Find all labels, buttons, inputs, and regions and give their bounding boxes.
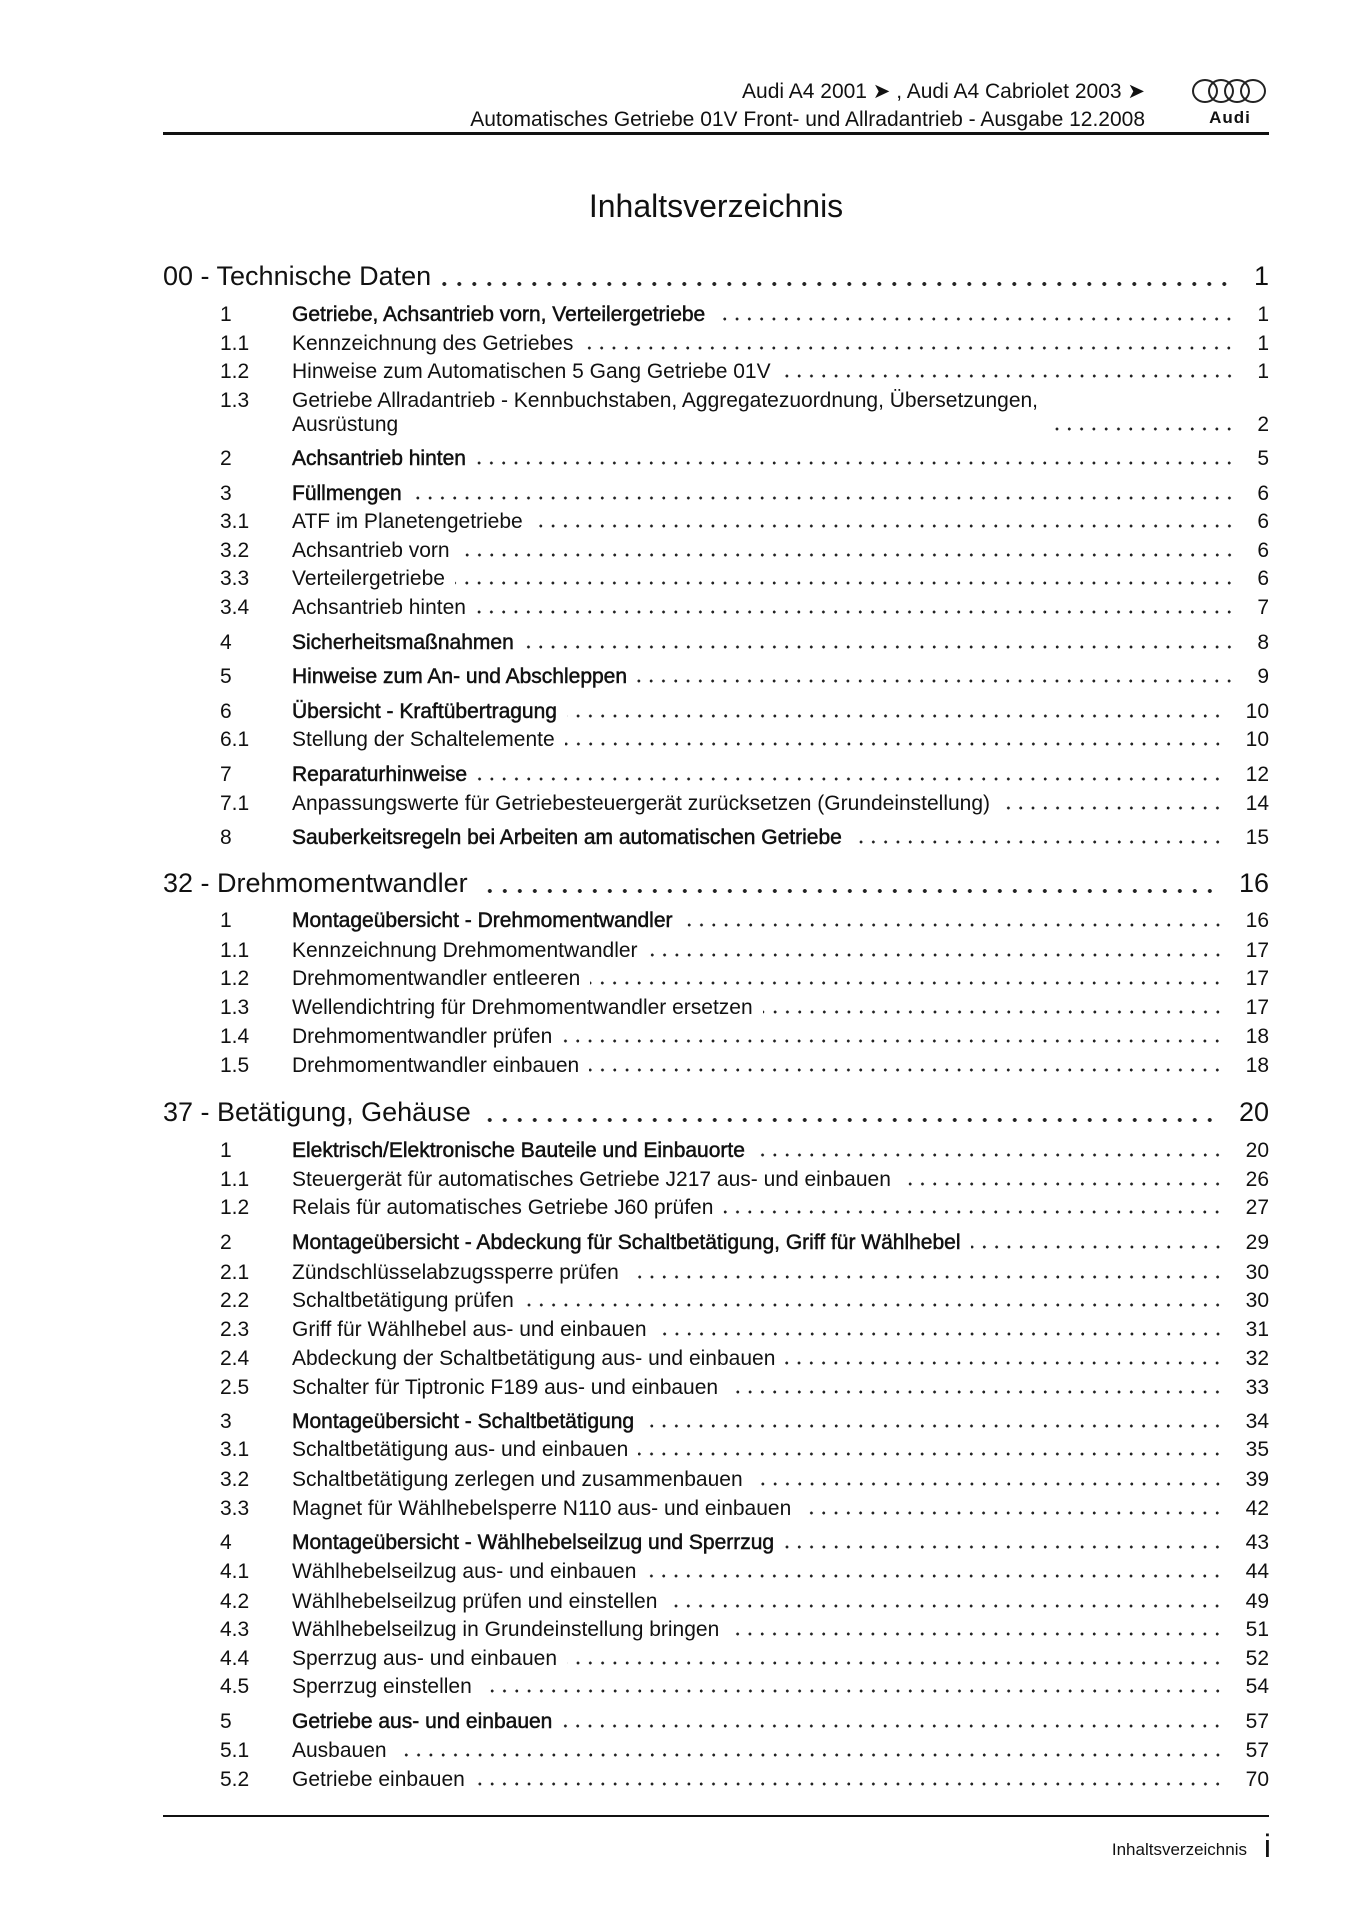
toc-page-number: 6 [1257, 482, 1269, 505]
toc-entry-title: Drehmomentwandler entleeren [292, 967, 581, 990]
toc-entry-number: 6.1 [220, 728, 250, 751]
header-vehicle-models: Audi A4 2001 ➤ , Audi A4 Cabriolet 2003 ➤ [742, 80, 1145, 103]
dot-leader [589, 1067, 1223, 1073]
toc-entry-title: Getriebe einbauen [292, 1768, 465, 1791]
toc-entry[interactable] [163, 826, 1269, 850]
toc-page-number: 6 [1257, 510, 1269, 533]
toc-entry-number: 3.4 [220, 596, 250, 619]
dot-leader [637, 678, 1235, 684]
toc-entry[interactable] [163, 567, 1269, 591]
dot-leader [562, 1038, 1223, 1044]
toc-entry-number: 4 [220, 631, 232, 654]
toc-page-number: 52 [1245, 1647, 1269, 1670]
toc-entry[interactable] [163, 332, 1269, 356]
toc-entry[interactable] [163, 1318, 1269, 1342]
dot-leader [583, 345, 1235, 351]
toc-page-number: 9 [1257, 665, 1269, 688]
toc-entry[interactable] [163, 996, 1269, 1020]
toc-entry-title: Wählhebelseilzug in Grundeinstellung bringen [292, 1618, 720, 1641]
dot-leader [482, 1688, 1224, 1694]
toc-entry-title: Drehmomentwandler einbauen [292, 1054, 580, 1077]
toc-entry[interactable] [163, 1289, 1269, 1313]
dot-leader [715, 316, 1235, 322]
toc-entry-title: Reparaturhinweise [292, 763, 468, 786]
dot-leader [971, 1244, 1224, 1250]
toc-entry[interactable] [163, 389, 1269, 437]
toc-entry-number: 2.4 [220, 1347, 250, 1370]
toc-page-number: 12 [1245, 763, 1269, 786]
toc-entry-title: 00 - Technische Daten [163, 261, 432, 291]
toc-page-number: 44 [1245, 1560, 1269, 1583]
toc-entry[interactable] [163, 482, 1269, 506]
dot-leader [784, 1544, 1224, 1550]
toc-entry-number: 2.5 [220, 1376, 250, 1399]
dot-leader [533, 523, 1236, 529]
dot-leader [397, 1752, 1224, 1758]
toc-entry[interactable] [163, 1376, 1269, 1400]
toc-entry[interactable] [163, 792, 1269, 816]
toc-entry-title: Abdeckung der Schaltbetätigung aus- und einbauen [292, 1347, 776, 1370]
toc-entry-number: 2.1 [220, 1261, 250, 1284]
toc-entry[interactable] [163, 1438, 1269, 1462]
toc-entry[interactable] [163, 539, 1269, 563]
toc-entry-title: ATF im Planetengetriebe [292, 510, 523, 533]
toc-entry-number: 3 [220, 1410, 232, 1433]
toc-page-number: 16 [1238, 868, 1269, 898]
toc-entry-number: 5 [220, 665, 232, 688]
footer-page-number: i [1263, 1828, 1271, 1864]
toc-entry-number: 1.1 [220, 939, 250, 962]
toc-entry-number: 2.3 [220, 1318, 250, 1341]
toc-page-number: 20 [1238, 1097, 1269, 1127]
toc-entry-title: 32 - Drehmomentwandler [163, 868, 468, 898]
audi-logo [1192, 79, 1268, 128]
dot-leader [481, 1117, 1217, 1123]
dot-leader [567, 1660, 1224, 1666]
toc-entry-title: Sperrzug einstellen [292, 1675, 472, 1698]
toc-page-number: 16 [1245, 909, 1269, 932]
toc-page-number: 1 [1257, 332, 1269, 355]
page-title: Inhaltsverzeichnis [588, 188, 844, 224]
dot-leader [785, 1360, 1223, 1366]
dot-leader [901, 1181, 1224, 1187]
toc-page-number: 20 [1245, 1139, 1269, 1162]
toc-page-number: 10 [1245, 728, 1269, 751]
toc-entry[interactable] [163, 1025, 1269, 1049]
dot-leader [629, 1274, 1224, 1280]
toc-entry[interactable] [163, 1739, 1269, 1763]
toc-entry[interactable] [163, 1768, 1269, 1792]
toc-entry-title: Schalter für Tiptronic F189 aus- und einbauen [292, 1376, 719, 1399]
dot-leader [852, 839, 1224, 845]
dot-leader [646, 1573, 1223, 1579]
toc-entry-number: 1.4 [220, 1025, 250, 1048]
toc-entry-title: Wellendichtring für Drehmomentwandler ersetzen [292, 996, 753, 1019]
toc-entry-title: Steuergerät für automatisches Getriebe J217 aus- und einbauen [292, 1168, 891, 1191]
toc-entry-number: 3.3 [220, 567, 250, 590]
toc-entry-title: Getriebe Allradantrieb - Kennbuchstaben, Aggregatezuordnung, Übersetzungen, [292, 389, 1039, 412]
toc-entry[interactable] [163, 1710, 1269, 1734]
toc-entry[interactable] [163, 1647, 1269, 1671]
toc-page-number: 34 [1245, 1410, 1269, 1433]
toc-page-number: 7 [1257, 596, 1269, 619]
toc-entry-number: 5.2 [220, 1768, 250, 1791]
dot-leader [1048, 426, 1235, 432]
toc-page-number: 42 [1245, 1497, 1269, 1520]
dot-leader [644, 1423, 1224, 1429]
dot-leader [524, 644, 1236, 650]
toc-page-number: 26 [1245, 1168, 1269, 1191]
toc-page-number: 70 [1245, 1768, 1269, 1791]
toc-page-number: 18 [1245, 1025, 1269, 1048]
toc-chapter[interactable] [163, 261, 1269, 292]
toc-entry[interactable] [163, 1347, 1269, 1371]
header-rule [163, 132, 1269, 135]
toc-entry-title: Relais für automatisches Getriebe J60 prüfen [292, 1196, 714, 1219]
toc-entry-title: Verteilergetriebe [292, 567, 445, 590]
dot-leader [412, 495, 1236, 501]
toc-entry-number: 1.2 [220, 360, 250, 383]
toc-entry-title: Montageübersicht - Drehmomentwandler [292, 909, 673, 932]
toc-entry[interactable] [163, 909, 1269, 933]
toc-page-number: 10 [1245, 700, 1269, 723]
toc-entry-number: 3.3 [220, 1497, 250, 1520]
dot-leader [562, 1723, 1223, 1729]
toc-page-number: 43 [1245, 1531, 1269, 1554]
toc-chapter[interactable] [163, 1097, 1269, 1128]
toc-entry-title: Getriebe aus- und einbauen [292, 1710, 553, 1733]
toc-entry-title-continued: Ausrüstung [292, 413, 399, 436]
toc-entry-number: 4.4 [220, 1647, 250, 1670]
dot-leader [524, 1302, 1224, 1308]
toc-entry-number: 4.2 [220, 1590, 250, 1613]
toc-entry-number: 2.2 [220, 1289, 250, 1312]
toc-page-number: 5 [1257, 447, 1269, 470]
toc-entry-number: 3.2 [220, 539, 250, 562]
dot-leader [729, 1631, 1223, 1637]
footer-rule [163, 1815, 1269, 1817]
toc-page-number: 51 [1245, 1618, 1269, 1641]
dot-leader [683, 922, 1224, 928]
toc-page-number: 17 [1245, 996, 1269, 1019]
toc-entry-title: 37 - Betätigung, Gehäuse [163, 1097, 471, 1127]
toc-entry-number: 1.3 [220, 996, 250, 1019]
toc-entry[interactable] [163, 1675, 1269, 1699]
toc-entry[interactable] [163, 1168, 1269, 1192]
dot-leader [475, 1781, 1224, 1787]
toc-entry-title: Kennzeichnung Drehmomentwandler [292, 939, 638, 962]
toc-entry[interactable] [163, 939, 1269, 963]
toc-entry[interactable] [163, 1531, 1269, 1555]
toc-entry-title: Montageübersicht - Abdeckung für Schaltbetätigung, Griff für Wählhebel [292, 1231, 961, 1254]
toc-entry-number: 4.3 [220, 1618, 250, 1641]
toc-entry[interactable] [163, 1410, 1269, 1434]
toc-entry[interactable] [163, 1054, 1269, 1078]
toc-entry[interactable] [163, 1618, 1269, 1642]
toc-page-number: 1 [1257, 303, 1269, 326]
toc-entry[interactable] [163, 1560, 1269, 1584]
dot-leader [565, 741, 1224, 747]
toc-entry-number: 1.2 [220, 1196, 250, 1219]
toc-entry-number: 3.1 [220, 1438, 250, 1461]
toc-entry[interactable] [163, 763, 1269, 787]
toc-entry[interactable] [163, 700, 1269, 724]
toc-page-number: 1 [1253, 261, 1269, 291]
toc-entry[interactable] [163, 447, 1269, 471]
toc-entry-title: Achsantrieb vorn [292, 539, 450, 562]
toc-page-number: 30 [1245, 1261, 1269, 1284]
toc-entry-title: Schaltbetätigung zerlegen und zusammenbauen [292, 1468, 743, 1491]
toc-entry-title: Getriebe, Achsantrieb vorn, Verteilergetriebe [292, 303, 706, 326]
dot-leader [460, 552, 1236, 558]
toc-entry[interactable] [163, 1139, 1269, 1163]
toc-entry-number: 4 [220, 1531, 232, 1554]
toc-entry-number: 1.1 [220, 332, 250, 355]
toc-entry-title: Wählhebelseilzug prüfen und einstellen [292, 1590, 658, 1613]
toc-entry-number: 1.2 [220, 967, 250, 990]
dot-leader [477, 776, 1224, 782]
toc-entry-title: Kennzeichnung des Getriebes [292, 332, 574, 355]
toc-entry-title: Hinweise zum Automatischen 5 Gang Getriebe 01V [292, 360, 771, 383]
toc-entry[interactable] [163, 665, 1269, 689]
toc-entry-number: 4.5 [220, 1675, 250, 1698]
dot-leader [441, 281, 1232, 287]
dot-leader [1000, 805, 1224, 811]
toc-entry-title: Ausbauen [292, 1739, 387, 1762]
toc-entry-number: 8 [220, 826, 232, 849]
toc-page-number: 35 [1245, 1438, 1269, 1461]
toc-entry-title: Sicherheitsmaßnahmen [292, 631, 514, 654]
toc-page-number: 18 [1245, 1054, 1269, 1077]
toc-page-number: 29 [1245, 1231, 1269, 1254]
toc-entry-title: Achsantrieb hinten [292, 596, 466, 619]
header-manual-title: Automatisches Getriebe 01V Front- und Allradantrieb - Ausgabe 12.2008 [470, 108, 1145, 131]
toc-entry-number: 3.2 [220, 1468, 250, 1491]
dot-leader [755, 1152, 1224, 1158]
toc-entry-number: 4.1 [220, 1560, 250, 1583]
toc-page-number: 30 [1245, 1289, 1269, 1312]
toc-page-number: 57 [1245, 1739, 1269, 1762]
dot-leader [567, 713, 1224, 719]
toc-entry-number: 3 [220, 482, 232, 505]
toc-entry-number: 1 [220, 1139, 232, 1162]
dot-leader [476, 460, 1235, 466]
toc-entry-title: Hinweise zum An- und Abschleppen [292, 665, 628, 688]
toc-entry[interactable] [163, 1497, 1269, 1521]
toc-entry-number: 2 [220, 447, 232, 470]
toc-entry-number: 3.1 [220, 510, 250, 533]
toc-entry[interactable] [163, 510, 1269, 534]
toc-entry-title: Elektrisch/Elektronische Bauteile und Einbauorte [292, 1139, 745, 1162]
toc-page-number: 6 [1257, 567, 1269, 590]
dot-leader [648, 952, 1224, 958]
toc-entry[interactable] [163, 1261, 1269, 1285]
toc-entry[interactable] [163, 1590, 1269, 1614]
audi-logo-text: Audi [1209, 108, 1251, 127]
dot-leader [638, 1451, 1223, 1457]
toc-entry-number: 1.5 [220, 1054, 250, 1077]
toc-entry-number: 5 [220, 1710, 232, 1733]
toc-entry-title: Schaltbetätigung aus- und einbauen [292, 1438, 629, 1461]
dot-leader [455, 580, 1235, 586]
toc-page-number: 33 [1245, 1376, 1269, 1399]
dot-leader [723, 1209, 1223, 1215]
dot-leader [590, 980, 1223, 986]
toc-entry[interactable] [163, 967, 1269, 991]
dot-leader [781, 373, 1236, 379]
toc-entry-title: Magnet für Wählhebelsperre N110 aus- und einbauen [292, 1497, 792, 1520]
toc-entry-number: 1 [220, 909, 232, 932]
toc-page-number: 1 [1257, 360, 1269, 383]
toc-page-number: 32 [1245, 1347, 1269, 1370]
dot-leader [801, 1510, 1223, 1516]
toc-entry[interactable] [163, 596, 1269, 620]
dot-leader [753, 1481, 1224, 1487]
dot-leader [667, 1603, 1223, 1609]
toc-page-number: 39 [1245, 1468, 1269, 1491]
toc-entry[interactable] [163, 1468, 1269, 1492]
toc-page-number: 8 [1257, 631, 1269, 654]
toc-entry[interactable] [163, 631, 1269, 655]
toc-entry[interactable] [163, 303, 1269, 327]
dot-leader [478, 888, 1217, 894]
toc-page-number: 49 [1245, 1590, 1269, 1613]
toc-page-number: 17 [1245, 939, 1269, 962]
toc-entry-title: Zündschlüsselabzugssperre prüfen [292, 1261, 619, 1284]
dot-leader [728, 1389, 1224, 1395]
toc-chapter[interactable] [163, 868, 1269, 899]
toc-entry-number: 5.1 [220, 1739, 250, 1762]
toc-entry-title: Stellung der Schaltelemente [292, 728, 555, 751]
toc-entry-title: Griff für Wählhebel aus- und einbauen [292, 1318, 647, 1341]
toc-entry-number: 1.1 [220, 1168, 250, 1191]
toc-page-number: 31 [1245, 1318, 1269, 1341]
toc-entry-title: Montageübersicht - Wählhebelseilzug und Sperrzug [292, 1531, 775, 1554]
toc-page-number: 6 [1257, 539, 1269, 562]
toc-entry-number: 1.3 [220, 389, 250, 412]
toc-entry-number: 1 [220, 303, 232, 326]
toc-entry-number: 6 [220, 700, 232, 723]
toc-entry-title: Übersicht - Kraftübertragung [292, 700, 557, 723]
toc-page-number: 27 [1245, 1196, 1269, 1219]
dot-leader [476, 609, 1235, 615]
toc-page-number: 54 [1245, 1675, 1269, 1698]
toc-entry-title: Montageübersicht - Schaltbetätigung [292, 1410, 635, 1433]
toc-entry[interactable] [163, 360, 1269, 384]
toc-entry-title: Wählhebelseilzug aus- und einbauen [292, 1560, 637, 1583]
toc-page-number: 14 [1245, 792, 1269, 815]
toc-entry-number: 7.1 [220, 792, 250, 815]
toc-page-number: 17 [1245, 967, 1269, 990]
toc-entry-number: 2 [220, 1231, 232, 1254]
toc-entry-title: Anpassungswerte für Getriebesteuergerät zurücksetzen (Grundeinstellung) [292, 792, 991, 815]
toc-entry-title: Schaltbetätigung prüfen [292, 1289, 514, 1312]
dot-leader [657, 1331, 1224, 1337]
footer-section-label: Inhaltsverzeichnis [1111, 1840, 1247, 1859]
toc-entry-title: Sperrzug aus- und einbauen [292, 1647, 558, 1670]
toc-page-number: 57 [1245, 1710, 1269, 1733]
toc-entry-title: Füllmengen [292, 482, 402, 505]
toc-entry[interactable] [163, 1231, 1269, 1255]
toc-entry[interactable] [163, 1196, 1269, 1220]
audi-rings-icon [1192, 79, 1268, 107]
toc-entry-title: Drehmomentwandler prüfen [292, 1025, 553, 1048]
dot-leader [763, 1009, 1224, 1015]
toc-entry-title: Achsantrieb hinten [292, 447, 466, 470]
toc-entry-number: 7 [220, 763, 232, 786]
toc-entry[interactable] [163, 728, 1269, 752]
toc-page-number: 2 [1257, 413, 1269, 436]
toc-page-number: 15 [1245, 826, 1269, 849]
toc-entry-title: Sauberkeitsregeln bei Arbeiten am automatischen Getriebe [292, 826, 842, 849]
